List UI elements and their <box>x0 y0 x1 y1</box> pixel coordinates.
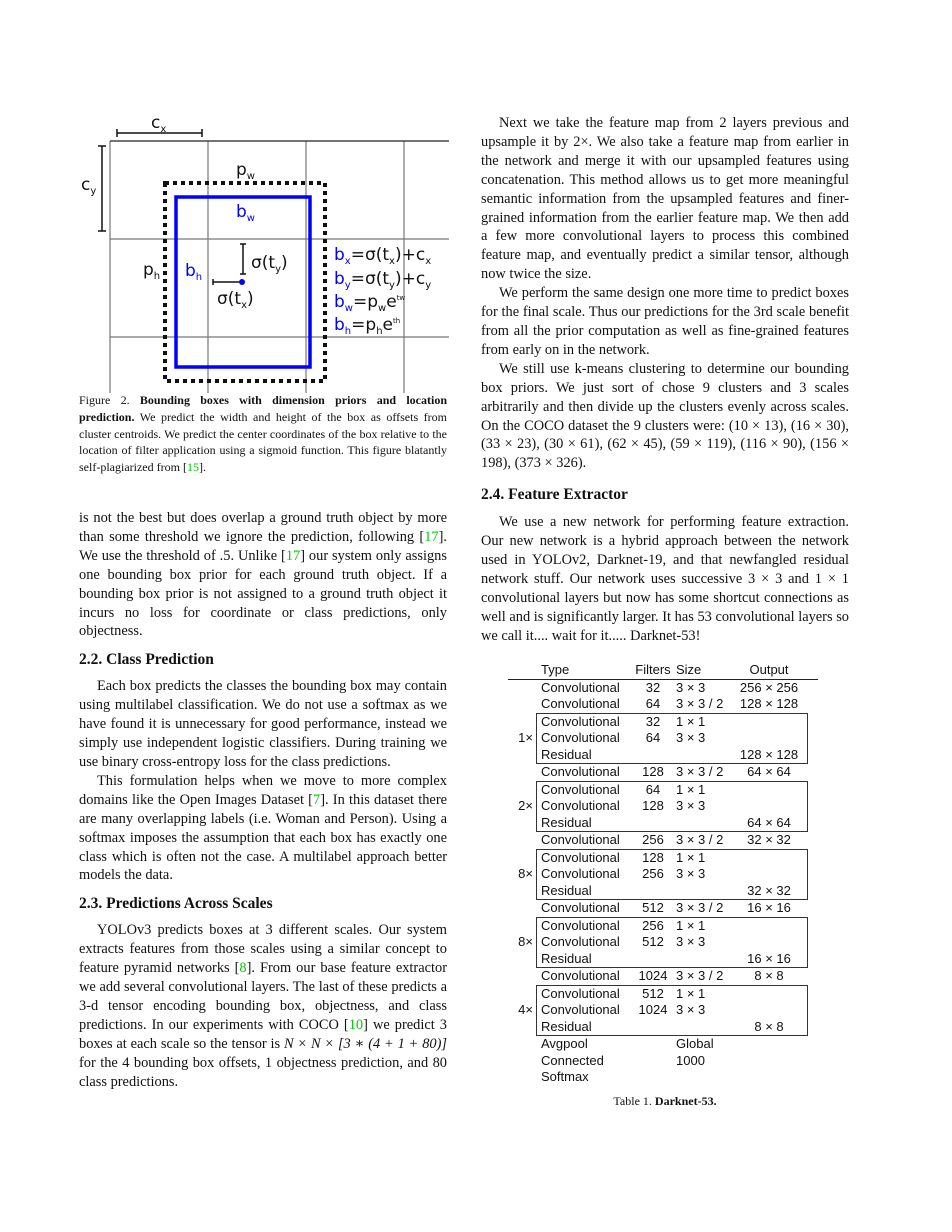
table-row <box>537 850 807 867</box>
residual-block <box>518 849 808 901</box>
table-cell-type: Convolutional <box>541 798 620 813</box>
equation-by: $b_y=\sigma(t_y)+c_y$ <box>334 269 432 291</box>
table-cell-size: 3 × 3 <box>676 934 706 949</box>
table-cell-output: 128 × 128 <box>739 696 799 711</box>
table-cell-output: 64 × 64 <box>747 764 791 779</box>
table-cell-type: Type <box>541 662 570 677</box>
section-heading-feature-extractor: 2.4. Feature Extractor <box>481 486 628 504</box>
center-point <box>239 279 245 285</box>
table-1-caption: Table 1. Darknet-53. <box>613 1094 717 1108</box>
repeat-multiplier: 8× <box>518 866 533 881</box>
table-cell-type: Convolutional <box>541 985 620 1001</box>
table-cell-filters: 1024 <box>638 1002 668 1017</box>
figure-2-bounding-box-diagram <box>79 108 449 393</box>
citation-link[interactable]: 10 <box>348 1016 364 1033</box>
repeat-multiplier: 1× <box>518 730 533 745</box>
table-cell-size: Global <box>676 1036 714 1051</box>
table-cell-size: 1 × 1 <box>676 985 706 1001</box>
paragraph: Next we take the feature map from 2 layers previous and upsample it by 2×. We also take a feature map from earlier in the network and merge it with our upsampled features using concatenation. This method allows us to get more meaningful semantic information from the upsampled features and finer-grained information from the earlier feature map. We then add a few more convolutional layers to process this combined feature map, and eventually predict a similar tensor, although now twice the size. <box>481 115 849 283</box>
cy-bracket <box>98 146 106 231</box>
table-cell-type: Residual <box>541 1018 592 1034</box>
table-cell-size: 3 × 3 / 2 <box>676 832 724 847</box>
table-cell-type: Avgpool <box>541 1036 588 1051</box>
table-cell-type: Convolutional <box>541 764 620 779</box>
paragraph: We perform the same design one more time to predict boxes for the final scale. Thus our predictions for the 3rd scale benefit from all the prior computation as well as fine-grained features from early on in the network. <box>481 285 849 358</box>
table-row <box>537 934 807 951</box>
table-cell-output: 128 × 128 <box>739 746 799 762</box>
sigma-ty-bracket <box>240 244 246 274</box>
table-cell-size: 3 × 3 <box>676 798 706 813</box>
section-heading-predictions-across-scales: 2.3. Predictions Across Scales <box>79 895 273 913</box>
table-cell-type: Residual <box>541 746 592 762</box>
table-cell-size: 3 × 3 / 2 <box>676 696 724 711</box>
repeat-multiplier: 2× <box>518 798 533 813</box>
bw-label: $b_w$ <box>236 202 255 224</box>
table-cell-size: 3 × 3 <box>676 866 706 881</box>
table-cell-size: 1000 <box>676 1052 705 1068</box>
table-row <box>537 1019 807 1036</box>
caption-label: Figure 2. <box>79 393 140 407</box>
table-cell-type: Convolutional <box>541 696 620 711</box>
table-cell-size: 1 × 1 <box>676 917 706 933</box>
equation-bh: $b_h=p_he^{th}$ <box>334 315 401 337</box>
table-cell-size: Size <box>676 662 702 677</box>
cluster-list: (10 × 13), (16 × 30), (33 × 23), (30 × 61), (62 × 45), (59 × 119), (116 × 90), (156 × 198), (373 × 326). <box>481 417 849 472</box>
equation-bw: $b_w=p_we^{tw}$ <box>334 292 406 314</box>
residual-block <box>518 917 808 969</box>
ph-label: $p_h$ <box>143 260 161 282</box>
table-row <box>537 986 807 1003</box>
tensor-shape-formula: N × N × [3 ∗ (4 + 1 + 80)] <box>283 1035 447 1052</box>
caption-text: We predict the width and height of the box as offsets from cluster centroids. We predict the center coordinates of the box relative to the location of filter application using a sigmoid function. This figure blatantly self-plagiarized from [ <box>79 409 447 475</box>
citation-link[interactable]: 17 <box>424 528 439 545</box>
table-cell-output: 32 × 32 <box>747 832 791 847</box>
table-cell-type: Convolutional <box>541 713 620 729</box>
repeat-multiplier: 4× <box>518 1002 533 1017</box>
table-header-row <box>508 662 818 680</box>
table-cell-filters: 256 <box>642 917 664 933</box>
figure-2-caption: Figure 2. Bounding boxes with dimension priors and location prediction. We predict the width and height of the box as offsets from cluster centroids. We predict the center coordinates of the box relative to the location of filter application using a sigmoid function. This figure blatantly self-plagiarized from [15]. <box>79 393 447 475</box>
table-cell-type: Residual <box>541 950 592 966</box>
table-cell-type: Convolutional <box>541 730 620 745</box>
table-row <box>537 815 807 832</box>
citation-link[interactable]: 8 <box>239 960 247 977</box>
table-cell-type: Convolutional <box>541 679 620 695</box>
table-cell-type: Convolutional <box>541 832 620 847</box>
section-heading-class-prediction: 2.2. Class Prediction <box>79 651 214 669</box>
bh-label: $b_h$ <box>185 261 203 283</box>
table-cell-size: 3 × 3 / 2 <box>676 764 724 779</box>
table-cell-type: Convolutional <box>541 866 620 881</box>
right-column-body <box>481 114 849 646</box>
table-row <box>508 696 818 713</box>
paragraph: We use a new network for performing feature extraction. Our new network is a hybrid approach between the network used in YOLOv2, Darknet-19, and that newfangled residual network stuff. Our network uses successive 3 × 3 and 1 × 1 convolutional layers but now has some shortcut connections as well and is significantly larger. It has 53 convolutional layers so we call it.... wait for it..... Darknet-53! <box>481 514 849 644</box>
table-row <box>537 1002 807 1019</box>
table-cell-type: Softmax <box>541 1069 589 1084</box>
residual-block <box>518 985 808 1037</box>
table-cell-filters: 128 <box>642 764 664 779</box>
table-cell-type: Convolutional <box>541 900 620 915</box>
table-row <box>537 798 807 815</box>
table-cell-type: Connected <box>541 1052 604 1068</box>
table-cell-output: 8 × 8 <box>754 1018 784 1034</box>
table-cell-size: 3 × 3 <box>676 730 706 745</box>
sigma-tx-bracket <box>213 279 239 285</box>
table-row <box>537 866 807 883</box>
table-cell-output: 16 × 16 <box>747 900 791 915</box>
table-cell-type: Convolutional <box>541 781 620 797</box>
table-cell-output: 32 × 32 <box>747 882 791 898</box>
citation-link[interactable]: 15 <box>186 460 199 475</box>
pw-label: $p_w$ <box>236 160 255 182</box>
table-row <box>537 883 807 900</box>
table-cell-type: Convolutional <box>541 849 620 865</box>
paragraph: YOLOv3 predicts boxes at 3 different scales. Our system extracts features from those scales using a similar concept to feature pyramid networks [8]. From our base feature extractor we add several convolutional layers. The last of these predicts a 3-d tensor encoding bounding box, objectness, and class predictions. In our experiments with COCO [10] we predict 3 boxes at each scale so the tensor is N × N × [3 ∗ (4 + 1 + 80)] for the 4 bounding box offsets, 1 objectness prediction, and 80 class predictions. <box>79 922 447 1090</box>
repeat-multiplier: 8× <box>518 934 533 949</box>
table-row <box>537 730 807 747</box>
table-row <box>508 832 818 849</box>
table-cell-size: 3 × 3 <box>676 679 706 695</box>
table-row <box>537 918 807 935</box>
table-cell-type: Convolutional <box>541 1002 620 1017</box>
residual-block <box>518 713 808 765</box>
paragraph-continued: is not the best but does overlap a ground truth object by more than some threshold we ignore the prediction, following [17]. We use the threshold of .5. Unlike [17] our system only assigns one bounding box prior for each ground truth object. If a bounding box prior is not assigned to a ground truth object it incurs no loss for coordinate or class predictions, only objectness. <box>79 510 447 640</box>
equation-bx: $b_x=\sigma(t_x)+c_x$ <box>334 245 432 267</box>
table-cell-size: 1 × 1 <box>676 849 706 865</box>
table-cell-output: Output <box>749 662 789 677</box>
table-cell-size: 3 × 3 <box>676 1002 706 1017</box>
table-row <box>537 714 807 731</box>
table-cell-filters: 128 <box>642 849 664 865</box>
sigma-tx-label: $\sigma(t_x)$ <box>217 289 254 311</box>
table-cell-filters: 64 <box>645 730 661 745</box>
table-cell-filters: 64 <box>645 781 661 797</box>
table-cell-filters: 128 <box>642 798 664 813</box>
table-row <box>537 951 807 968</box>
sigma-ty-label: $\sigma(t_y)$ <box>251 253 288 275</box>
paragraph: Each box predicts the classes the bounding box may contain using multilabel classification. We do not use a softmax as we have found it is unnecessary for good performance, instead we simply use independent logistic classifiers. During training we use binary cross-entropy loss for the class predictions. <box>79 678 447 770</box>
table-cell-filters: 512 <box>642 900 664 915</box>
table-cell-filters: 256 <box>642 832 664 847</box>
table-cell-output: 16 × 16 <box>747 950 791 966</box>
table-row <box>508 764 818 781</box>
cy-label: $c_y$ <box>81 175 97 197</box>
table-row <box>508 900 818 917</box>
bounding-box-svg <box>79 108 449 393</box>
table-cell-filters: 512 <box>642 985 664 1001</box>
table-cell-type: Convolutional <box>541 934 620 949</box>
table-cell-filters: 256 <box>642 866 664 881</box>
table-cell-filters: 32 <box>645 713 661 729</box>
table-row <box>508 680 818 697</box>
citation-link[interactable]: 7 <box>312 791 321 808</box>
table-cell-type: Convolutional <box>541 968 620 983</box>
table-row <box>508 1053 818 1070</box>
table-cell-output: 64 × 64 <box>747 814 791 830</box>
cx-label: $c_x$ <box>151 113 167 135</box>
table-row <box>537 782 807 799</box>
table-cell-filters: 64 <box>645 696 661 711</box>
table-cell-size: 1 × 1 <box>676 713 706 729</box>
table-cell-filters: 1024 <box>638 968 668 983</box>
table-cell-type: Residual <box>541 814 592 830</box>
table-cell-type: Residual <box>541 882 592 898</box>
table-cell-filters: 512 <box>642 934 664 949</box>
table-cell-size: 1 × 1 <box>676 781 706 797</box>
table-row <box>508 1036 818 1053</box>
darknet-53-table <box>508 662 818 1086</box>
table-cell-size: 3 × 3 / 2 <box>676 968 724 983</box>
table-cell-type: Convolutional <box>541 917 620 933</box>
table-cell-output: 256 × 256 <box>739 679 799 695</box>
caption-title: Bounding boxes with dimension priors and location prediction. <box>79 393 447 424</box>
table-cell-output: 8 × 8 <box>754 968 784 983</box>
citation-link[interactable]: 17 <box>285 547 301 564</box>
table-cell-size: 3 × 3 / 2 <box>676 900 724 915</box>
table-row <box>537 747 807 764</box>
left-column-body <box>79 509 447 1091</box>
table-cell-filters: Filters <box>635 662 671 677</box>
paragraph: We still use k-means clustering to determine our bounding box priors. We just sort of chose 9 clusters and 3 scales arbitrarily and then divide up the clusters evenly across scales. On the COCO dataset the 9 clusters were: (10 × 13), (16 × 30), (33 × 23), (30 × 61), (62 × 45), (59 × 119), (116 × 90), (156 × 198), (373 × 326). <box>481 360 849 472</box>
table-row <box>508 1069 818 1086</box>
paragraph: This formulation helps when we move to more complex domains like the Open Images Dataset [7]. In this dataset there are many overlapping labels (i.e. Woman and Person). Using a softmax imposes the assumption that each box has exactly one class which is often not the case. A multilabel approach better models the data. <box>79 772 447 884</box>
residual-block <box>518 781 808 833</box>
table-cell-filters: 32 <box>645 679 661 695</box>
table-row <box>508 968 818 985</box>
